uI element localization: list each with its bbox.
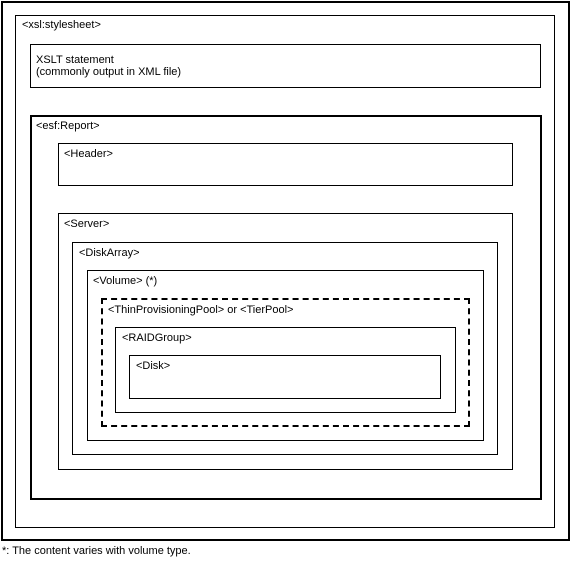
- footnote: *: The content varies with volume type.: [2, 545, 191, 557]
- disk-array-label: <DiskArray>: [79, 247, 140, 259]
- header-label: <Header>: [64, 148, 113, 160]
- volume-label: <Volume> (*): [93, 275, 158, 287]
- server-label: <Server>: [64, 218, 110, 230]
- raid-group-label: <RAIDGroup>: [122, 332, 192, 344]
- pool-label: <ThinProvisioningPool> or <TierPool>: [108, 304, 294, 316]
- xslt-statement-line2: (commonly output in XML file): [36, 66, 182, 78]
- header-box: [58, 143, 513, 186]
- xslt-statement-line1: XSLT statement: [36, 54, 114, 66]
- disk-box: [129, 355, 441, 399]
- disk-label: <Disk>: [136, 360, 171, 372]
- xsl-stylesheet-label: <xsl:stylesheet>: [22, 19, 101, 31]
- esf-report-label: <esf:Report>: [36, 120, 100, 132]
